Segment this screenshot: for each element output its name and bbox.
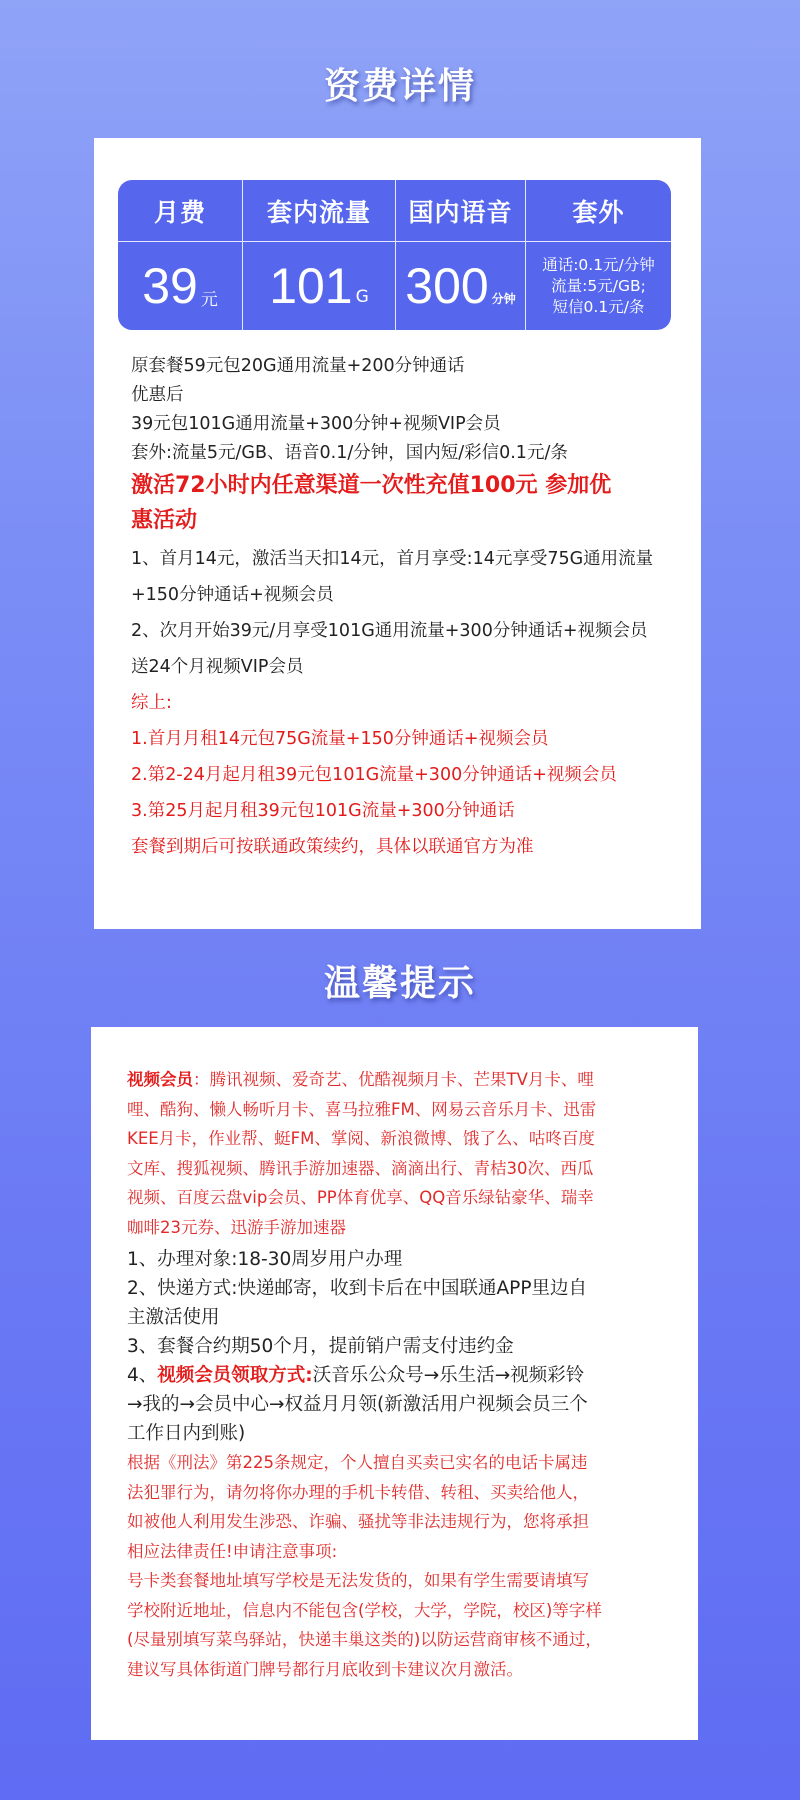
tip-2-line-b: 主激活使用 bbox=[127, 1307, 220, 1328]
header-voice-minutes: 国内语音 bbox=[396, 180, 526, 242]
overage-call-rate: 通话:0.1元/分钟 bbox=[542, 255, 655, 274]
legal-line-5: 号卡类套餐地址填写学校是无法发货的，如果有学生需要请填写 bbox=[127, 1571, 589, 1590]
header-monthly-fee: 月费 bbox=[118, 180, 243, 242]
legal-line-6: 学校附近地址，信息内不能包含(学校，大学，学院，校区)等字样 bbox=[127, 1600, 602, 1620]
section-title-tips: 温馨提示 bbox=[323, 963, 476, 1004]
tip-3: 3、套餐合约期50个月，提前销户需支付违约金 bbox=[127, 1336, 514, 1357]
price-table bbox=[118, 180, 671, 330]
tip-2-line-a: 2、快递方式:快递邮寄，收到卡后在中国联通APP里边自 bbox=[127, 1278, 587, 1299]
legal-notice-block bbox=[127, 1448, 672, 1684]
legal-line-1: 根据《刑法》第225条规定，个人擅自买卖已实名的电话卡属违 bbox=[127, 1453, 588, 1472]
vip-line-3: KEE月卡，作业帮、蜓FM、掌阅、新浪微博、饿了么、咕咚百度 bbox=[127, 1129, 595, 1148]
data-allowance-value: 101 bbox=[269, 258, 353, 314]
voice-minutes-cell bbox=[396, 242, 526, 330]
legal-line-3: 如被他人利用发生涉恐、诈骗、骚扰等非法违规行为，您将承担 bbox=[127, 1512, 589, 1531]
tips-card bbox=[91, 1027, 698, 1740]
discounted-label: 优惠后 bbox=[131, 385, 184, 405]
summary-item-2: 2.第2-24月起月租39元包101G流量+300分钟通话+视频会员 bbox=[131, 765, 617, 785]
vip-line-4: 文库、搜狐视频、腾讯手游加速器、滴滴出行、青桔30次、西瓜 bbox=[127, 1158, 594, 1178]
plan-text: 39元包101G通用流量+300分钟+视频VIP会员 bbox=[131, 414, 501, 434]
vip-line-5: 视频、百度云盘vip会员、PP体育优享、QQ音乐绿钻豪华、瑞幸 bbox=[127, 1188, 594, 1207]
item1-line-b: +150分钟通话+视频会员 bbox=[131, 585, 334, 605]
promo-line-2: 惠活动 bbox=[131, 508, 198, 533]
section-title-fee-details: 资费详情 bbox=[323, 66, 476, 107]
vip-line-1: 视频会员：腾讯视频、爱奇艺、优酷视频月卡、芒果TV月卡、哩 bbox=[127, 1070, 594, 1089]
tips-block bbox=[127, 1245, 672, 1448]
voice-minutes-value: 300 bbox=[405, 258, 489, 314]
overage-data-rate: 流量:5元/GB; bbox=[551, 276, 646, 295]
monthly-fee-value: 39 bbox=[142, 258, 198, 314]
overage-cell bbox=[526, 242, 671, 330]
monthly-fee-unit: 元 bbox=[200, 289, 218, 310]
fee-details-card bbox=[94, 138, 701, 929]
summary-item-3: 3.第25月起月租39元包101G流量+300分钟通话 bbox=[131, 801, 515, 821]
tip-4-line-a: 4、视频会员领取方式:沃音乐公众号→乐生活→视频彩铃 bbox=[127, 1365, 585, 1386]
original-plan-text: 原套餐59元包20G通用流量+200分钟通话 bbox=[131, 356, 465, 376]
data-allowance-unit: G bbox=[355, 287, 369, 307]
tip-4-line-b: →我的→会员中心→权益月月领(新激活用户视频会员三个 bbox=[127, 1394, 588, 1415]
vip-claim-label: 视频会员领取方式: bbox=[157, 1365, 313, 1386]
promo-line-1: 激活72小时内任意渠道一次性充值100元 参加优 bbox=[131, 473, 612, 498]
overage-sms-rate: 短信0.1元/条 bbox=[552, 297, 645, 316]
summary-label: 综上: bbox=[131, 693, 172, 713]
tip-4-line-c: 工作日内到账) bbox=[127, 1423, 246, 1444]
legal-line-8: 建议写具体街道门牌号都行月底收到卡建议次月激活。 bbox=[127, 1659, 523, 1679]
overage-text: 套外:流量5元/GB、语音0.1/分钟，国内短/彩信0.1元/条 bbox=[131, 443, 568, 463]
legal-line-7: (尽量别填写菜鸟驿站，快递丰巢这类的)以防运营商审核不通过， bbox=[127, 1630, 602, 1649]
vip-benefits-block bbox=[127, 1065, 672, 1242]
overage-rates bbox=[538, 255, 659, 318]
header-data-allowance: 套内流量 bbox=[243, 180, 396, 242]
vip-label: 视频会员 bbox=[127, 1070, 193, 1089]
monthly-fee-cell bbox=[118, 242, 243, 330]
legal-line-2: 法犯罪行为，请勿将你办理的手机卡转借、转租、买卖给他人， bbox=[127, 1482, 589, 1502]
item2-line-a: 2、次月开始39元/月享受101G通用流量+300分钟通话+视频会员 bbox=[131, 621, 648, 641]
item2-line-b: 送24个月视频VIP会员 bbox=[131, 657, 304, 677]
data-allowance-cell bbox=[243, 242, 396, 330]
vip-line-6: 咖啡23元券、迅游手游加速器 bbox=[127, 1217, 346, 1237]
legal-line-4: 相应法律责任!申请注意事项: bbox=[127, 1541, 338, 1561]
renewal-note: 套餐到期后可按联通政策续约，具体以联通官方为准 bbox=[131, 837, 534, 857]
tip-1: 1、办理对象:18-30周岁用户办理 bbox=[127, 1249, 403, 1270]
vip-line-2: 哩、酷狗、懒人畅听月卡、喜马拉雅FM、网易云音乐月卡、迅雷 bbox=[127, 1099, 597, 1119]
header-overage: 套外 bbox=[526, 180, 671, 242]
voice-minutes-unit: 分钟 bbox=[491, 291, 516, 306]
item1-line-a: 1、首月14元，激活当天扣14元，首月享受:14元享受75G通用流量 bbox=[131, 549, 654, 569]
summary-item-1: 1.首月月租14元包75G流量+150分钟通话+视频会员 bbox=[131, 729, 549, 749]
